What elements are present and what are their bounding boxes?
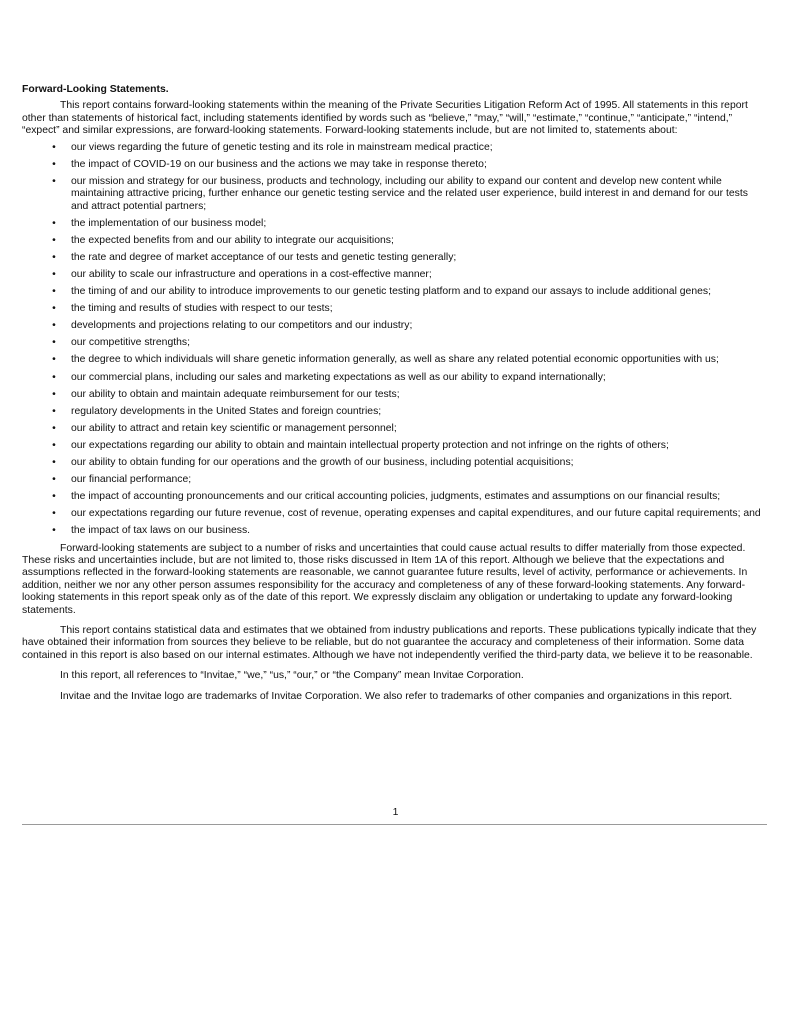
list-item-text: the timing of and our ability to introduce improvements to our genetic testing platform and to expand our assays to include additional genes; [71,286,711,298]
bullet-icon: • [52,405,56,417]
list-item [22,525,768,537]
references-paragraph: In this report, all references to “Invitae,” “we,” “us,” “our,” or “the Company” mean Invitae Corporation. [60,670,524,682]
list-item [22,252,768,264]
list-item-text: our expectations regarding our ability to obtain and maintain intellectual property protection and not infringe on the rights of others; [71,439,669,451]
bullet-icon: • [52,286,56,298]
bullet-icon: • [52,269,56,280]
list-item [22,235,768,247]
list-item [22,142,768,154]
bullet-icon: • [52,234,56,246]
bullet-icon: • [52,422,56,434]
document-body [22,84,768,707]
bullet-icon: • [52,371,56,383]
list-item [22,286,768,298]
list-item-text: our ability to obtain funding for our operations and the growth of our business, including potential acquisitions; [71,457,574,469]
list-item [22,372,768,384]
list-item [22,389,768,401]
list-item [22,269,768,281]
list-item [22,159,768,171]
bullet-icon: • [52,320,56,332]
list-item-text: the impact of accounting pronouncements and our critical accounting policies, judgments, estimates and assumptions on our financial results; [71,491,721,503]
list-item-text: our competitive strengths; [71,337,190,349]
forward-looking-topics-list [22,142,768,538]
bullet-icon: • [52,474,56,486]
page-divider [22,824,767,825]
bullet-icon: • [52,354,56,366]
bullet-icon: • [52,141,56,153]
list-item-text: the expected benefits from and our ability to integrate our acquisitions; [71,234,394,246]
bullet-icon: • [52,303,56,315]
bullet-icon: • [52,491,56,503]
list-item-text: our expectations regarding our future revenue, cost of revenue, operating expenses and capital expenditures, and our future capital requirements; and [71,508,761,520]
list-item-text: our commercial plans, including our sales and marketing expectations as well as our ability to expand internationally; [71,371,606,383]
list-item-text: our financial performance; [71,474,192,486]
list-item [22,176,768,213]
list-item [22,354,768,366]
list-item-text: our views regarding the future of genetic testing and its role in mainstream medical practice; [71,141,493,153]
bullet-icon: • [52,388,56,400]
list-item-text: regulatory developments in the United States and foreign countries; [71,405,382,417]
list-item-text: our ability to obtain and maintain adequate reimbursement for our tests; [71,388,400,400]
list-item [22,218,768,230]
list-item-text: our ability to scale our infrastructure and operations in a cost-effective manner; [71,269,432,280]
list-item [22,457,768,469]
list-item-text: developments and projections relating to our competitors and our industry; [71,320,413,332]
section-heading: Forward-Looking Statements. [22,84,169,95]
list-item [22,423,768,435]
list-item-text: the impact of COVID-19 on our business and the actions we may take in response thereto; [71,158,487,170]
list-item-text: our ability to attract and retain key scientific or management personnel; [71,422,397,434]
bullet-icon: • [52,508,56,520]
list-item [22,406,768,418]
list-item-text: the implementation of our business model; [71,217,267,229]
bullet-icon: • [52,251,56,263]
bullet-icon: • [52,175,56,187]
intro-paragraph: This report contains forward-looking statements within the meaning of the Private Securities Litigation Reform Act of 1995. All statements in this report other than statements of historical fact, including statements identified by words such as “believe,” “may,” “will,” “estimate,” “continue,” “anticipate,” “intend,” “expect” and similar expressions, are forward-looking statements. Forward-looking statements include, but are not limited to, statements about: [22,100,748,137]
bullet-icon: • [52,158,56,170]
bullet-icon: • [52,525,56,537]
list-item-text: our mission and strategy for our business, products and technology, including our ability to expand our content and develop new content while maintaining attractive pricing, further enhance our genetic testing service and the related user experience, build interest in and demand for our tests and attract potential partners; [71,175,748,212]
list-item [22,474,768,486]
list-item [22,491,768,503]
list-item-text: the timing and results of studies with respect to our tests; [71,303,333,315]
bullet-icon: • [52,337,56,349]
page-number: 1 [392,807,399,818]
list-item-text: the impact of tax laws on our business. [71,525,251,537]
trademarks-paragraph: Invitae and the Invitae logo are trademarks of Invitae Corporation. We also refer to trademarks of other companies and organizations in this report. [60,690,733,702]
statistical-data-paragraph: This report contains statistical data and estimates that we obtained from industry publications and reports. These publications typically indicate that they have obtained their information from sources they believe to be reliable, but do not guarantee the accuracy and completeness of their information. Some data contained in this report is also based on our internal estimates. Although we have not independently verified the third-party data, we believe it to be reasonable. [22,624,757,661]
list-item [22,508,768,520]
bullet-icon: • [52,457,56,469]
bullet-icon: • [52,217,56,229]
list-item-text: the rate and degree of market acceptance of our tests and genetic testing generally; [71,251,457,263]
list-item [22,337,768,349]
list-item [22,303,768,315]
list-item-text: the degree to which individuals will share genetic information generally, as well as share any related potential economic opportunities with us; [71,354,719,366]
risks-paragraph: Forward-looking statements are subject to a number of risks and uncertainties that could cause actual results to differ materially from those expected. These risks and uncertainties include, but are not limited to, those risks discussed in Item 1A of this report. Although we believe that the expectations and assumptions reflected in the forward-looking statements are reasonable, we cannot guarantee future results, level of activity, performance or achievements. In addition, neither we nor any other person assumes responsibility for the accuracy and completeness of any of these forward-looking statements. Any forward-looking statements in this report speak only as of the date of this report. We expressly disclaim any obligation or undertaking to update any forward-looking statements. [22,542,748,616]
bullet-icon: • [52,439,56,451]
list-item [22,440,768,452]
list-item [22,320,768,332]
